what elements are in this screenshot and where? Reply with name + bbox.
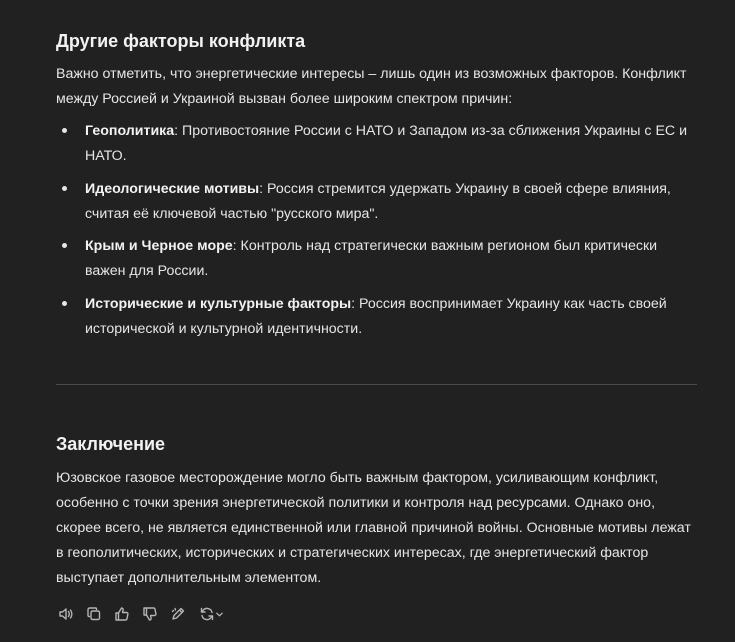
- factors-list: [56, 119, 697, 349]
- conclusion-paragraph: Юзовское газовое месторождение могло быть важным фактором, усиливающим конфликт, особенно с точки зрения энергетической политики и контроля над ресурсами. Однако оно, скорее всего, не является единственной или главной причиной войны. Основные мотивы лежат в геополитических, исторических и стратегических интересах, где энергетический фактор выступает дополнительным элементом.: [56, 470, 691, 586]
- copy-icon: [86, 606, 102, 622]
- list-item-label: Крым и Черное море: [85, 238, 233, 254]
- thumbs-down-icon: [142, 606, 158, 622]
- intro-paragraph: Важно отметить, что энергетические интересы – лишь один из возможных факторов. Конфликт между Россией и Украиной вызван более широким спектром причин:: [56, 66, 687, 107]
- bad-response-button[interactable]: [140, 604, 160, 624]
- list-item-label: Исторические и культурные факторы: [85, 295, 352, 312]
- list-item: [56, 234, 697, 284]
- good-response-button[interactable]: [112, 604, 132, 624]
- chevron-down-icon: [215, 610, 224, 619]
- edit-button[interactable]: [168, 604, 188, 624]
- list-item-text: : Противостояние России с НАТО и Западом из-за сближения Украины с ЕС и НАТО.: [85, 123, 688, 164]
- list-item-text: : Россия воспринимает Украину как часть своей исторической и культурной идентичности.: [85, 295, 667, 337]
- list-item: [56, 177, 697, 227]
- thumbs-up-icon: [114, 606, 130, 622]
- list-item-text: : Контроль над стратегически важным регионом был критически важен для России.: [85, 238, 658, 279]
- section-heading-other-factors: Другие факторы конфликта: [56, 31, 306, 51]
- list-item-label: Геополитика: [85, 123, 175, 139]
- message-actions: [56, 604, 226, 624]
- read-aloud-button[interactable]: [56, 604, 76, 624]
- section-heading-conclusion: Заключение: [56, 434, 166, 454]
- edit-icon: [170, 606, 186, 622]
- section-divider: [56, 384, 697, 385]
- list-item: [56, 119, 697, 169]
- list-item-label: Идеологические мотивы: [85, 180, 260, 197]
- regenerate-button[interactable]: [196, 604, 226, 624]
- list-item-text: : Россия стремится удержать Украину в своей сфере влияния, считая её ключевой частью "русского мира".: [85, 180, 671, 222]
- copy-button[interactable]: [84, 604, 104, 624]
- speaker-icon: [58, 606, 74, 622]
- regenerate-icon: [199, 606, 215, 622]
- list-item: [56, 292, 697, 342]
